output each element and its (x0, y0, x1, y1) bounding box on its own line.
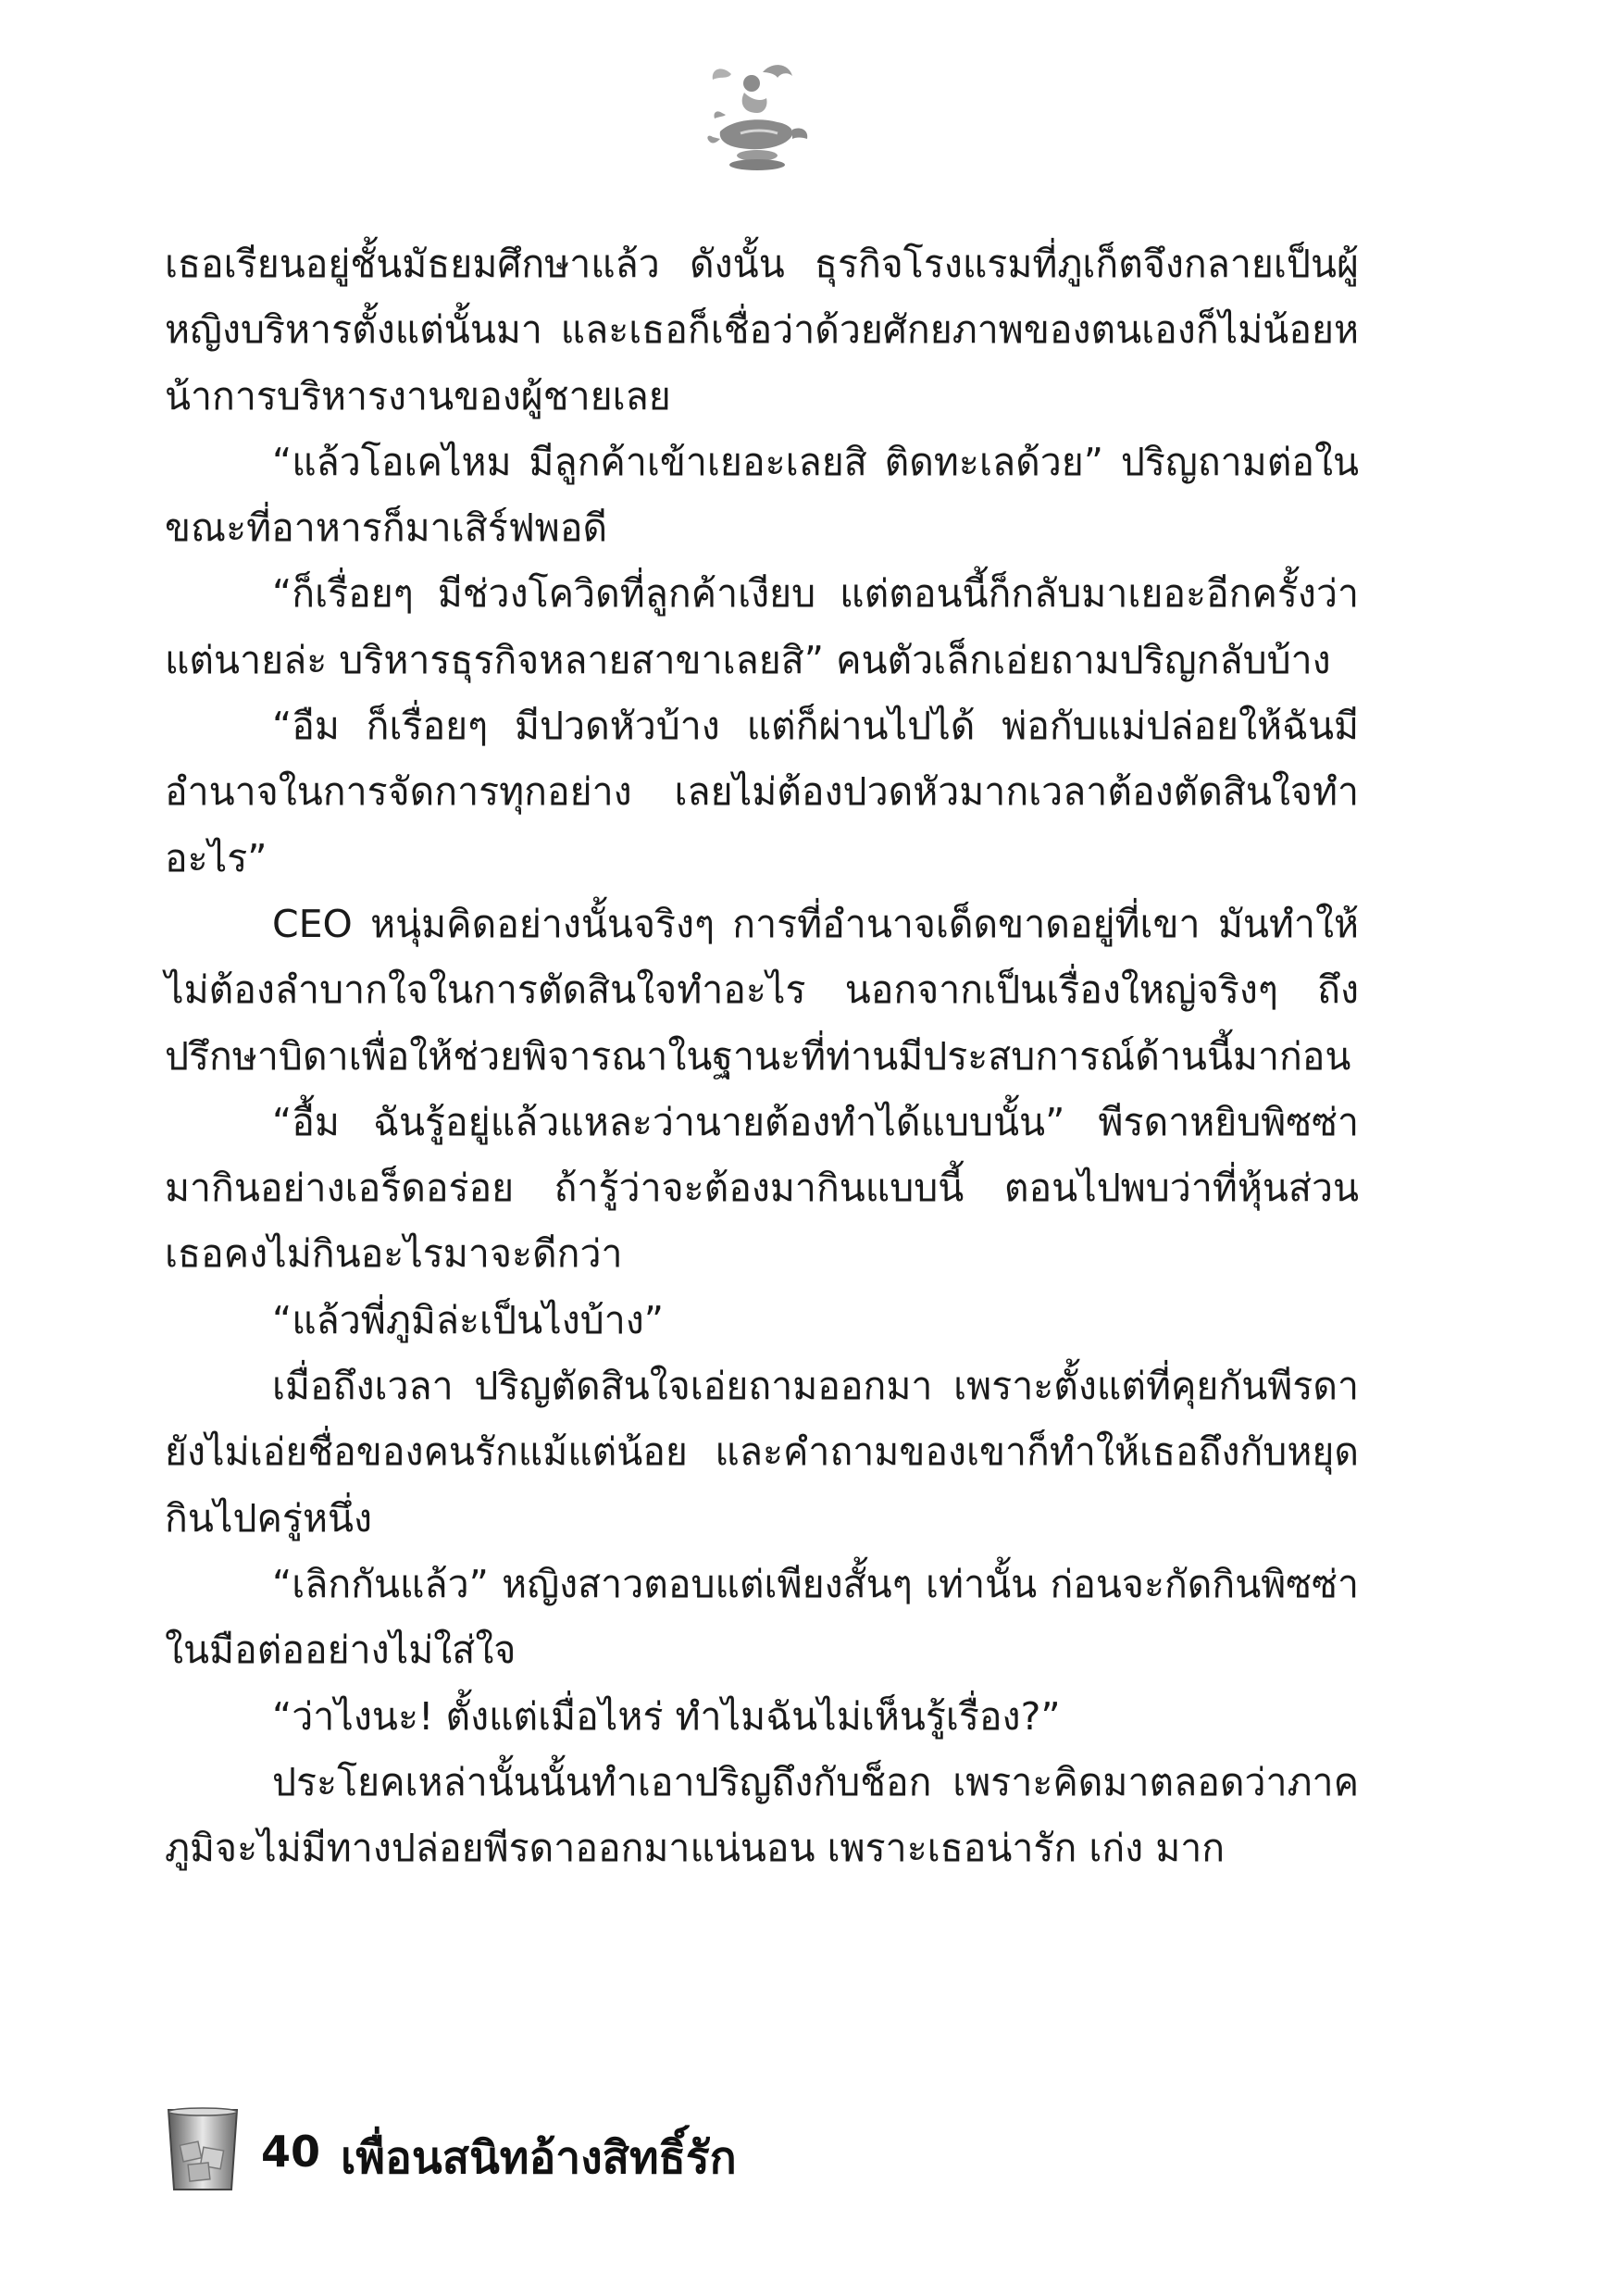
paragraph: “ก็เรื่อยๆ มีช่วงโควิดที่ลูกค้าเงียบ แต่ตอนนี้ก็กลับมาเยอะอีกครั้งว่าแต่นายล่ะ บริหารธุรกิจหลายสาขาเลยสิ” คนตัวเล็กเอ่ยถามปริญกลับบ้าง (165, 571, 1359, 682)
paragraph: CEO หนุ่มคิดอย่างนั้นจริงๆ การที่อำนาจเด็ดขาดอยู่ที่เขา มันทำให้ไม่ต้องลำบากใจในการตัดสินใจทำอะไร นอกจากเป็นเรื่องใหญ่จริงๆ ถึงปรึกษาบิดาเพื่อให้ช่วยพิจารณาในฐานะที่ท่านมีประสบการณ์ด้านนี้มาก่อน (165, 901, 1359, 1079)
paragraph: เธอเรียนอยู่ชั้นมัธยมศึกษาแล้ว ดังนั้น ธุรกิจโรงแรมที่ภูเก็ตจึงกลายเป็นผู้หญิงบริหารตั้งแต่นั้นมา และเธอก็เชื่อว่าด้วยศักยภาพของตนเองก็ไม่น้อยหน้าการบริหารงานของผู้ชายเลย (165, 242, 1359, 418)
whisky-glass-icon (165, 2106, 241, 2195)
paragraph: “เลิกกันแล้ว” หญิงสาวตอบแต่เพียงสั้นๆ เท่านั้น ก่อนจะกัดกินพิซซ่าในมือต่ออย่างไม่ใส่ใจ (165, 1561, 1359, 1673)
paragraph: “แล้วโอเคไหม มีลูกค้าเข้าเยอะเลยสิ ติดทะเลด้วย” ปริญถามต่อในขณะที่อาหารก็มาเสิร์ฟพอดี (165, 439, 1359, 551)
story-text (165, 231, 1359, 1881)
page-number: 40 (261, 2127, 321, 2177)
paragraph: “แล้วพี่ภูมิล่ะเป็นไงบ้าง” (272, 1297, 665, 1342)
paragraph: ประโยคเหล่านั้นนั้นทำเอาปริญถึงกับช็อก เพราะคิดมาตลอดว่าภาคภูมิจะไม่มีทางปล่อยพีรดาออกมาแน่นอน เพราะเธอน่ารัก เก่ง มาก (165, 1759, 1359, 1871)
paragraph: “อืม ก็เรื่อยๆ มีปวดหัวบ้าง แต่ก็ผ่านไปได้ พ่อกับแม่ปล่อยให้ฉันมีอำนาจในการจัดการทุกอย่าง เลยไม่ต้องปวดหัวมากเวลาต้องตัดสินใจทำอะไร” (165, 704, 1359, 880)
book-title: เพื่อนสนิทอ้างสิทธิ์รัก (341, 2132, 737, 2184)
magic-lamp-cupid-icon (703, 56, 815, 176)
page-footer (165, 2106, 1276, 2199)
paragraph: “ว่าไงนะ! ตั้งแต่เมื่อไหร่ ทำไมฉันไม่เห็นรู้เรื่อง?” (272, 1693, 1061, 1739)
paragraph: เมื่อถึงเวลา ปริญตัดสินใจเอ่ยถามออกมา เพราะตั้งแต่ที่คุยกันพีรดายังไม่เอ่ยชื่อของคนรักแม้แต่น้อย และคำถามของเขาก็ทำให้เธอถึงกับหยุดกินไปครู่หนึ่ง (165, 1364, 1359, 1541)
paragraph: “อื้ม ฉันรู้อยู่แล้วแหละว่านายต้องทำได้แบบนั้น” พีรดาหยิบพิซซ่ามากินอย่างเอร็ดอร่อย ถ้ารู้ว่าจะต้องมากินแบบนี้ ตอนไปพบว่าที่หุ้นส่วนเธอคงไม่กินอะไรมาจะดีกว่า (165, 1099, 1359, 1277)
